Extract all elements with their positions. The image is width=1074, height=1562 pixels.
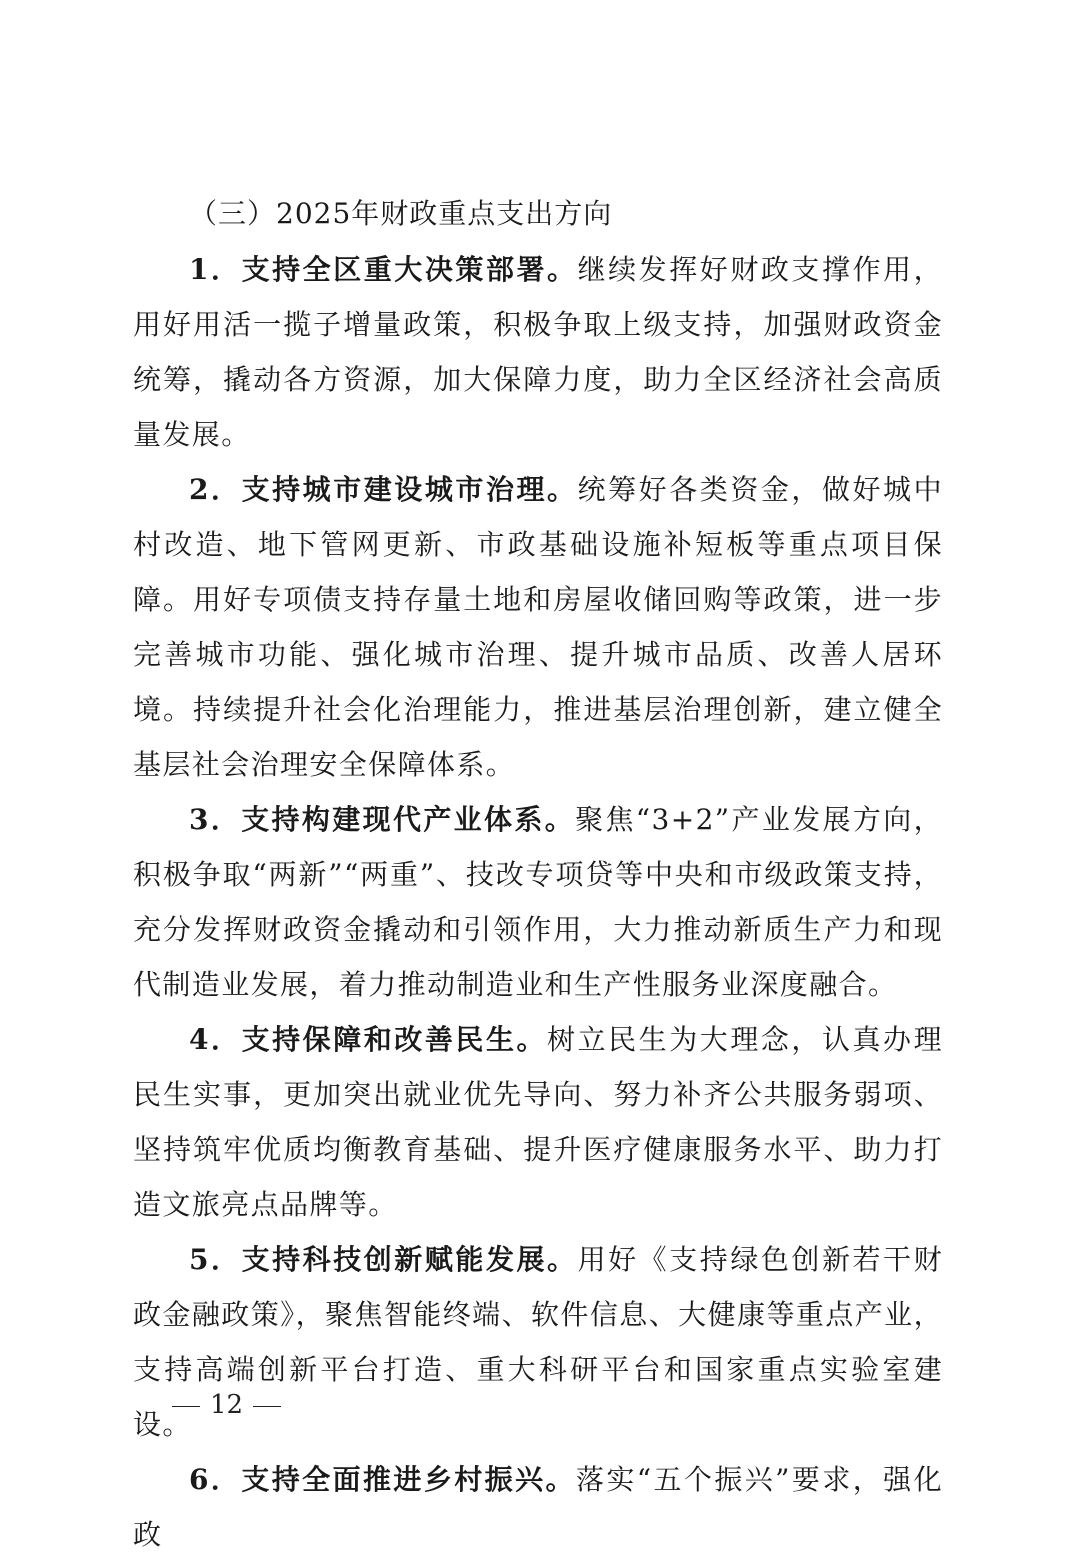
item-body: 树立民生为大理念，认真办理民生实事，更加突出就业优先导向、努力补齐公共服务弱项、坚持筑牢优质均衡教育基础、提升医疗健康服务水平、助力打造文旅亮点品牌等。 bbox=[133, 1023, 943, 1221]
item-lead: 2．支持城市建设城市治理。 bbox=[189, 473, 578, 506]
page-number: 12 bbox=[210, 1390, 244, 1420]
paragraph-item-4 bbox=[133, 1012, 943, 1232]
item-body: 聚焦“3+2”产业发展方向，积极争取“两新”“两重”、技改专项贷等中央和市级政策支持，充分发挥财政资金撬动和引领作用，大力推动新质生产力和现代制造业发展，着力推动制造业和生产性服务业深度融合。 bbox=[133, 803, 943, 1001]
page-content bbox=[133, 186, 943, 1562]
page-footer bbox=[172, 1385, 281, 1425]
item-body: 统筹好各类资金，做好城中村改造、地下管网更新、市政基础设施补短板等重点项目保障。用好专项债支持存量土地和房屋收储回购等政策，进一步完善城市功能、强化城市治理、提升城市品质、改善人居环境。持续提升社会化治理能力，推进基层治理创新，建立健全基层社会治理安全保障体系。 bbox=[133, 473, 943, 781]
paragraph-item-6 bbox=[133, 1452, 943, 1562]
footer-dash-right bbox=[253, 1406, 281, 1407]
item-lead: 6．支持全面推进乡村振兴。 bbox=[189, 1463, 576, 1496]
paragraph-item-1 bbox=[133, 242, 943, 462]
item-lead: 1．支持全区重大决策部署。 bbox=[189, 253, 578, 286]
paragraph-item-2 bbox=[133, 462, 943, 792]
section-heading: （三）2025年财政重点支出方向 bbox=[189, 197, 613, 230]
item-body: 继续发挥好财政支撑作用，用好用活一揽子增量政策，积极争取上级支持，加强财政资金统筹，撬动各方资源，加大保障力度，助力全区经济社会高质量发展。 bbox=[133, 253, 943, 451]
item-body: 用好《支持绿色创新若干财政金融政策》，聚焦智能终端、软件信息、大健康等重点产业，支持高端创新平台打造、重大科研平台和国家重点实验室建设。 bbox=[133, 1243, 943, 1441]
item-lead: 5．支持科技创新赋能发展。 bbox=[189, 1243, 578, 1276]
item-lead: 4．支持保障和改善民生。 bbox=[189, 1023, 548, 1056]
item-lead: 3．支持构建现代产业体系。 bbox=[189, 803, 576, 836]
paragraph-item-3 bbox=[133, 792, 943, 1012]
footer-dash-left bbox=[172, 1406, 200, 1407]
item-body: 落实“五个振兴”要求，强化政 bbox=[133, 1463, 943, 1551]
